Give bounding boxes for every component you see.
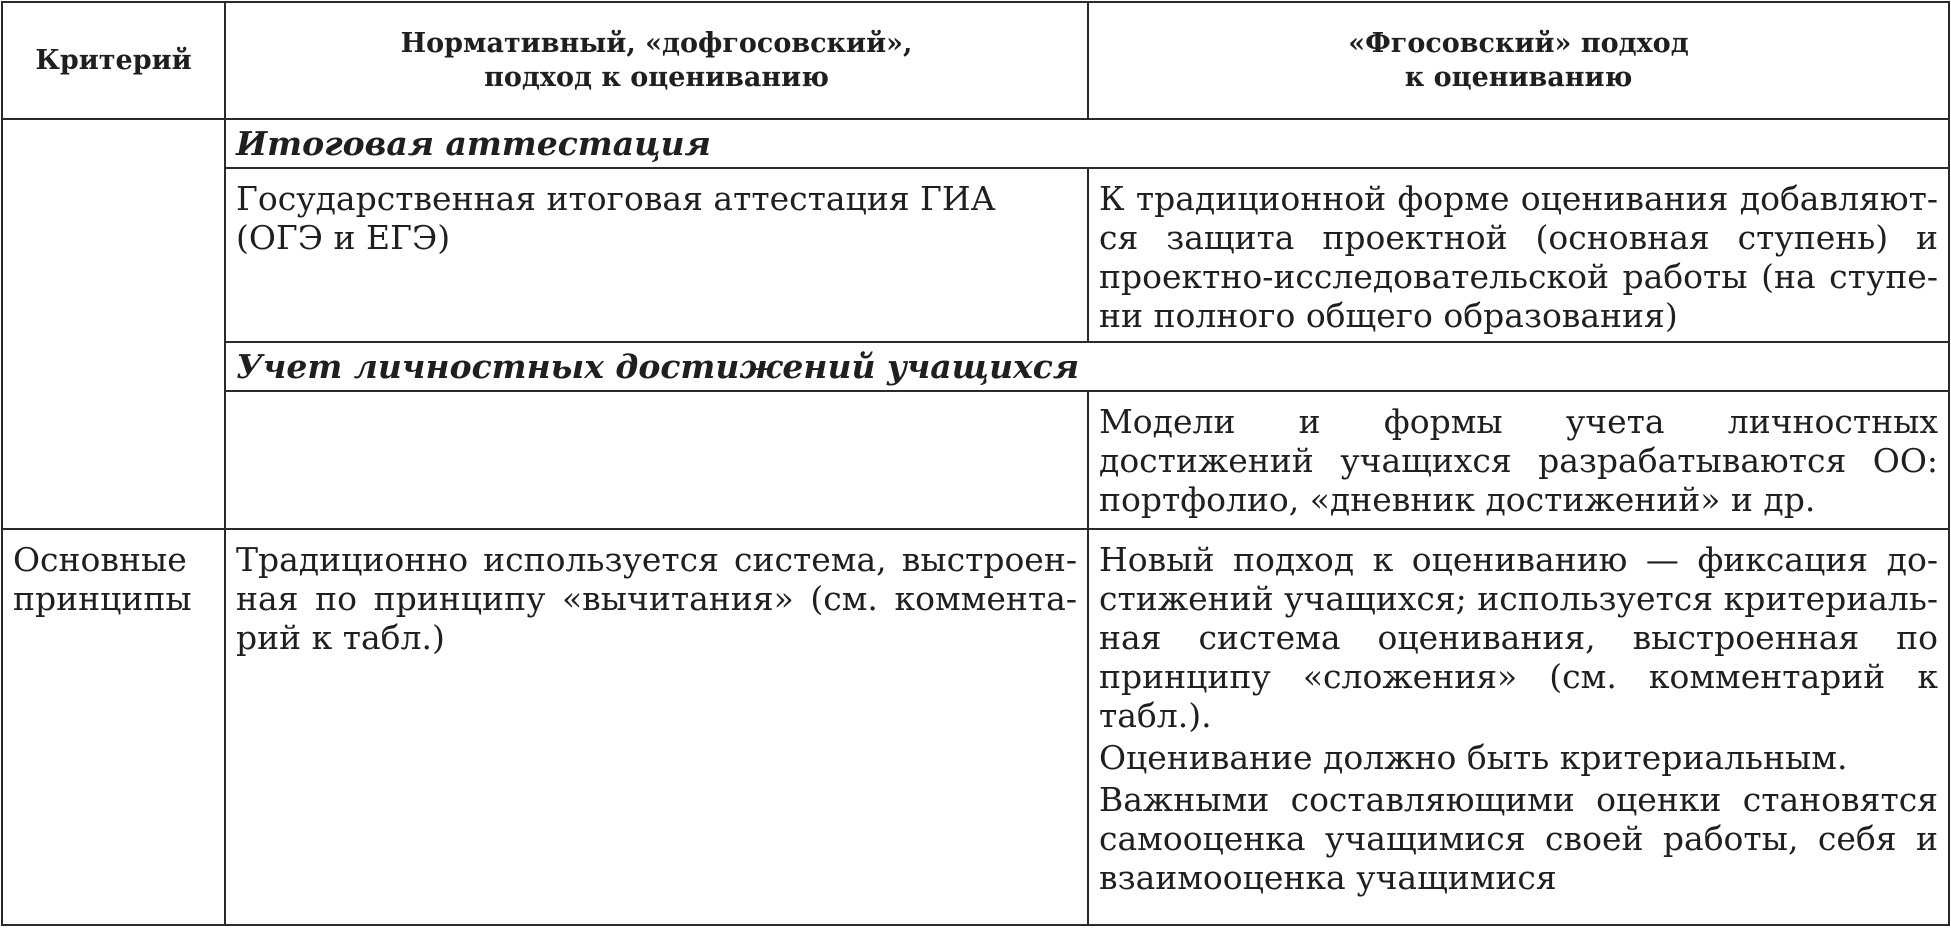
fgos-principles-paragraph-3: Важными составляющими оценки становятся самооценка учащимися своей работы, себя и взаимооценка учащимися xyxy=(1099,780,1938,897)
header-normative xyxy=(225,2,1088,119)
cell-fgos-principles xyxy=(1088,529,1949,925)
cell-normative-personal-achievements xyxy=(225,391,1088,529)
comparison-table xyxy=(1,1,1950,926)
header-normative-line2: подход к оцениванию xyxy=(484,61,829,93)
section-title-personal-achievements: Учет личностных достижений учащихся xyxy=(225,342,1949,391)
table-row-final-attestation xyxy=(2,168,1949,342)
cell-criterion-principles: Основные принципы xyxy=(2,529,225,925)
cell-normative-final-attestation: Государственная итоговая аттестация ГИА (ОГЭ и ЕГЭ) xyxy=(225,168,1088,342)
fgos-principles-paragraph-1: Новый подход к оцениванию — фиксация достижений учащихся; используется критериальная система оценивания, выстроенная по принципу «сложения» (см. комментарий к табл.). xyxy=(1099,540,1938,735)
fgos-principles-paragraph-2: Оценивание должно быть критериальным. xyxy=(1099,738,1848,777)
table-row-principles xyxy=(2,529,1949,925)
cell-fgos-final-attestation: К традиционной форме оценивания добавляются защита проектной (основная ступень) и проектно-исследовательской работы (на ступени полного общего образования) xyxy=(1088,168,1949,342)
header-fgos-line1: «Фгосовский» подход xyxy=(1348,27,1689,59)
section-title-final-attestation: Итоговая аттестация xyxy=(225,119,1949,168)
header-criterion: Критерий xyxy=(2,2,225,119)
section-row-personal-achievements xyxy=(2,342,1949,391)
cell-fgos-personal-achievements: Модели и формы учета личностных достижений учащихся разрабатываются ОО: портфолио, «дневник достижений» и др. xyxy=(1088,391,1949,529)
section-row-final-attestation xyxy=(2,119,1949,168)
header-normative-line1: Нормативный, «дофгосовский», xyxy=(400,27,913,59)
header-row xyxy=(2,2,1949,119)
header-fgos xyxy=(1088,2,1949,119)
header-fgos-line2: к оцениванию xyxy=(1404,61,1633,93)
cell-normative-principles: Традиционно используется система, выстроенная по принципу «вычитания» (см. комментарий к табл.) xyxy=(225,529,1088,925)
table-row-personal-achievements xyxy=(2,391,1949,529)
criterion-cell-empty xyxy=(2,119,225,529)
